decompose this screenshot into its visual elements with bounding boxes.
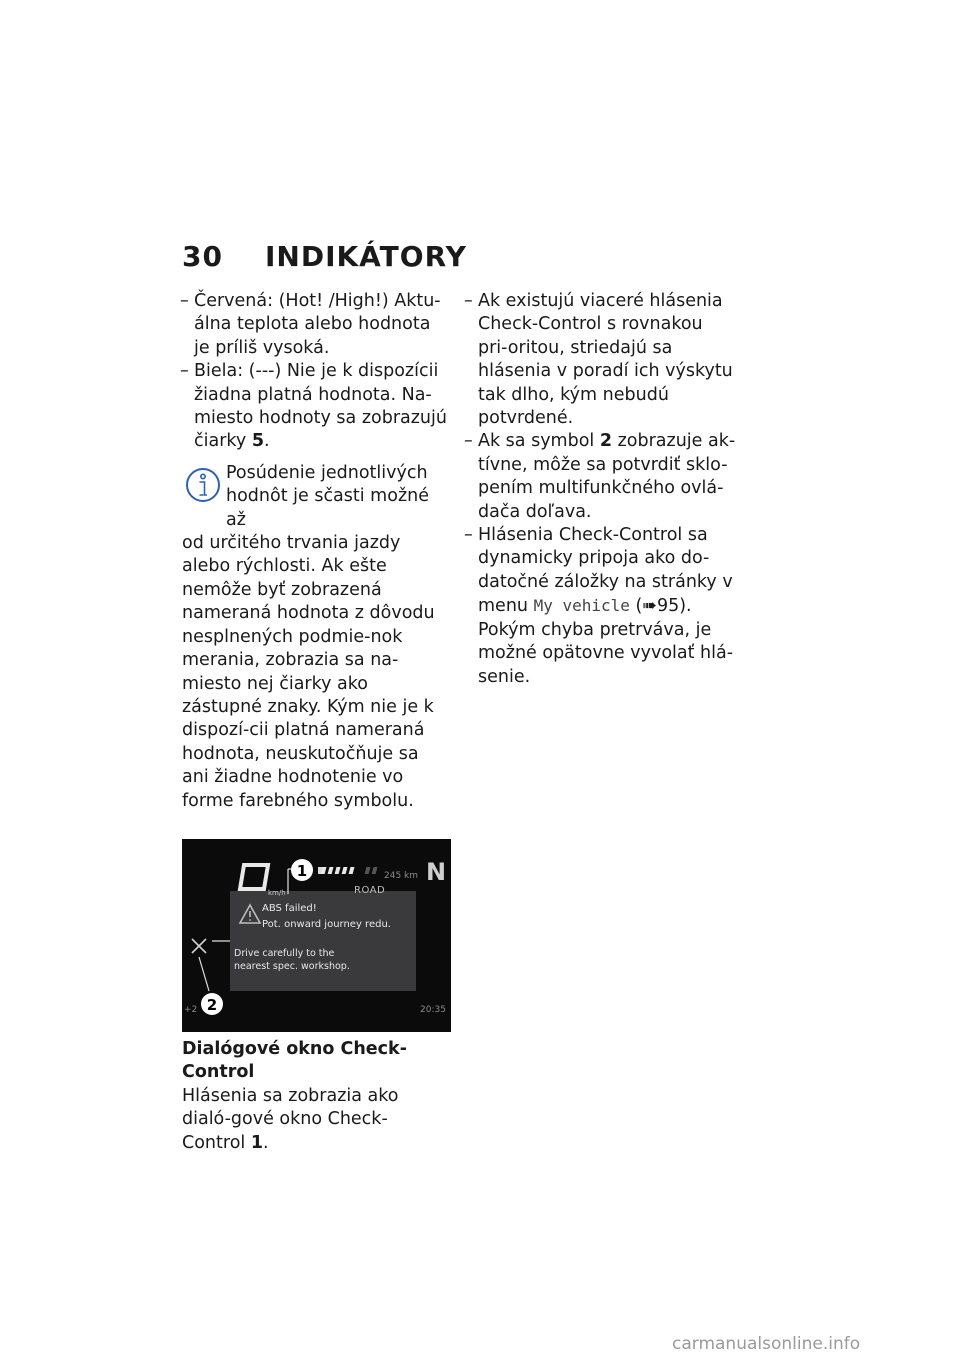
symbol-reference: 2 xyxy=(599,431,613,452)
list-item-suffix: . xyxy=(264,431,270,452)
watermark: carmanualsonline.info xyxy=(672,1334,861,1354)
message-count: +2 xyxy=(184,1004,198,1015)
list-item-text: Biela: (---) Nie je k dispozícii žiadna platná hodnota. Na-miesto hodnoty sa zobrazujú čiarky xyxy=(194,361,447,452)
page-title: INDIKÁTORY xyxy=(264,240,467,273)
info-icon xyxy=(184,466,222,504)
caption-reference: 1 xyxy=(250,1132,264,1153)
range-readout: 245 km xyxy=(384,870,419,881)
callout-2: 2 xyxy=(206,995,218,1014)
info-note xyxy=(182,462,450,813)
caption-text-block xyxy=(182,1085,450,1155)
caption-suffix: . xyxy=(263,1132,269,1153)
message-title: ABS failed! xyxy=(262,902,317,914)
list-item xyxy=(466,524,736,689)
riding-mode: ROAD xyxy=(354,884,386,896)
caption-text: Hlásenia sa zobrazia ako dialó-gové okno Check-Control xyxy=(182,1085,399,1153)
reference-number: 5 xyxy=(251,431,265,452)
callout-1: 1 xyxy=(296,861,308,880)
info-note-body: od určitého trvania jazdy alebo rýchlosti. Ak ešte nemôže byť zobrazená nameraná hodnota z dôvodu nesplnených podmie-nok merania, zobrazia sa na-miesto nej čiarky ako zástupné znaky. Kým nie je k dispozí-cii platná nameraná hodnota, neuskutočňuje sa ani žiadne hodnotenie vo forme farebného symbolu. xyxy=(182,533,435,811)
page-header xyxy=(182,240,467,273)
left-column xyxy=(182,290,450,1155)
message-subtitle: Pot. onward journey redu. xyxy=(262,918,391,930)
list-item-text: Ak sa symbol xyxy=(478,431,600,452)
list-item-text: Červená: (Hot! /High!) Aktu-álna teplota alebo hodnota je príliš vysoká. xyxy=(194,291,441,358)
menu-name: My vehicle xyxy=(533,596,630,616)
speed-unit: km/h xyxy=(268,888,286,897)
list-item-text-cont: zobrazuje ak-tívne, môže sa potvrdiť sklo-pením multifunkčného ovlá-dača doľava. xyxy=(478,431,736,522)
list-item xyxy=(182,290,450,360)
page-ref-arrow: (➠ xyxy=(629,596,657,617)
info-note-first: Posúdenie jednotlivých hodnôt je sčasti možné až xyxy=(226,462,429,530)
message-line-2: nearest spec. workshop. xyxy=(234,960,350,972)
right-column xyxy=(466,290,736,689)
message-line-1: Drive carefully to the xyxy=(234,947,335,959)
list-item xyxy=(466,290,736,430)
list-item-text: Ak existujú viaceré hlásenia Check-Control s rovnakou pri-oritou, striedajú sa hlásenia v poradí ich výskytu tak dlho, kým nebudú potvrdené. xyxy=(478,291,733,429)
list-item xyxy=(182,360,450,454)
figure-caption xyxy=(182,1038,450,1155)
clock: 20:35 xyxy=(420,1004,446,1015)
page-reference: 95 xyxy=(656,596,680,617)
list-item-text-cont: ). Pokým chyba pretrváva, je možné opätovne vyvolať hlá-senie. xyxy=(478,596,734,687)
list-item xyxy=(466,430,736,524)
list-item-text: Hlásenia Check-Control sa dynamicky pripoja ako do-datočné záložky na stránky v menu xyxy=(478,525,733,617)
page-number: 30 xyxy=(182,240,223,273)
dashboard-screen-image xyxy=(182,839,451,1032)
caption-title: Dialógové okno Check-Control xyxy=(182,1038,407,1083)
gear-indicator: N xyxy=(426,857,447,886)
